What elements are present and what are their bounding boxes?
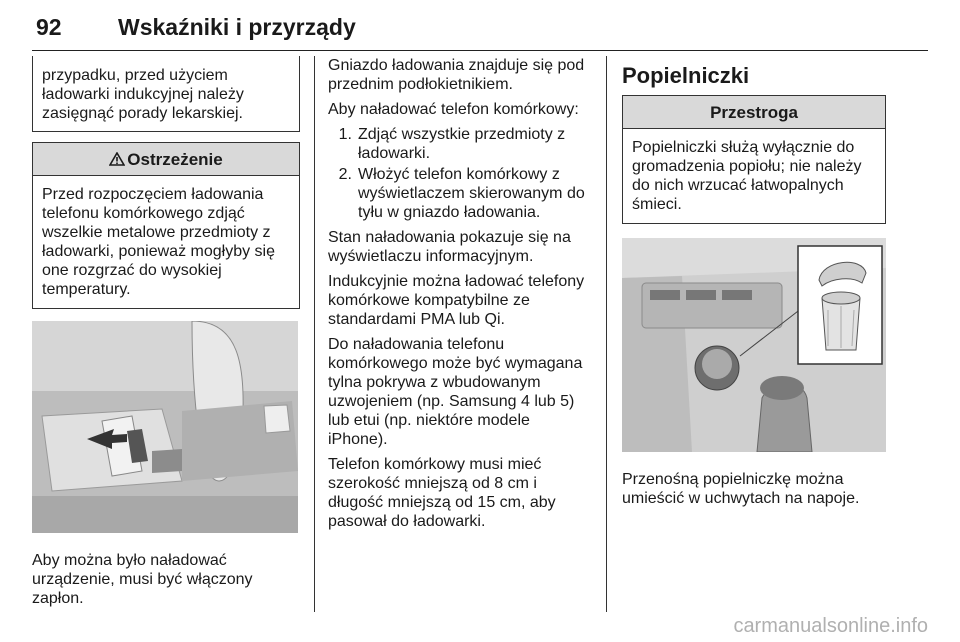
caution-text: Popielniczki służą wyłącznie do gromadzenia popiołu; nie należy do nich wrzucać łatwopalnych śmieci. (632, 139, 862, 213)
continued-text: przypadku, przed użyciem ładowarki indukcyjnej należy zasięgnąć porady lekarskiej. (42, 67, 244, 122)
step-number: 2. (338, 166, 352, 183)
caution-header: Przestroga (623, 96, 885, 129)
figure-caption: Przenośną popielniczkę można umieścić w uchwytach na napoje. (622, 471, 860, 507)
figure-caption: Aby można było naładować urządzenie, musi być włączony zapłon. (32, 552, 253, 607)
charger-figure (32, 321, 298, 533)
warning-box (32, 142, 300, 309)
column-right (622, 56, 886, 514)
paragraph: Stan naładowania pokazuje się na wyświetlaczu informacyjnym. (328, 229, 571, 265)
column-middle (328, 56, 590, 537)
warning-triangle-icon (109, 150, 125, 169)
column-divider (314, 56, 315, 612)
warning-title: Ostrzeżenie (127, 150, 223, 169)
list-item (328, 125, 590, 163)
page-header (32, 14, 928, 54)
warning-header (33, 143, 299, 176)
column-left (32, 56, 300, 614)
warning-text: Przed rozpoczęciem ładowania telefonu komórkowego zdjąć wszelkie metalowe przedmioty z ładowarki, ponieważ mogłyby się one rozgrzać do wysokiej temperatury. (42, 186, 275, 298)
watermark: carmanualsonline.info (733, 615, 928, 637)
page-number: 92 (36, 14, 62, 40)
chapter-title: Wskaźniki i przyrządy (118, 14, 356, 40)
ashtray-figure (622, 238, 886, 452)
continued-warning-box (32, 56, 300, 132)
paragraph: Gniazdo ładowania znajduje się pod przednim podłokietnikiem. (328, 57, 585, 93)
step-text: Zdjąć wszystkie przedmioty z ładowarki. (358, 126, 566, 162)
steps-list (328, 125, 590, 222)
step-number: 1. (338, 126, 352, 143)
caution-box (622, 95, 886, 224)
step-text: Włożyć telefon komórkowy z wyświetlaczem skierowanym do tyłu w gniazdo ładowania. (358, 166, 585, 221)
column-divider (606, 56, 607, 612)
paragraph: Indukcyjnie można ładować telefony komórkowe kompatybilne ze standardami PMA lub Qi. (328, 273, 585, 328)
list-item (328, 165, 590, 222)
section-title: Popielniczki (622, 63, 750, 88)
paragraph: Telefon komórkowy musi mieć szerokość mniejszą od 8 cm i długość mniejszą od 15 cm, aby pasował do ładowarki. (328, 456, 556, 530)
header-rule (32, 50, 928, 51)
paragraph: Do naładowania telefonu komórkowego może być wymagana tylna pokrywa z wbudowanym uzwojeniem (np. Samsung 4 lub 5) lub etui (np. niektóre modele iPhone). (328, 336, 583, 448)
paragraph: Aby naładować telefon komórkowy: (328, 101, 579, 118)
